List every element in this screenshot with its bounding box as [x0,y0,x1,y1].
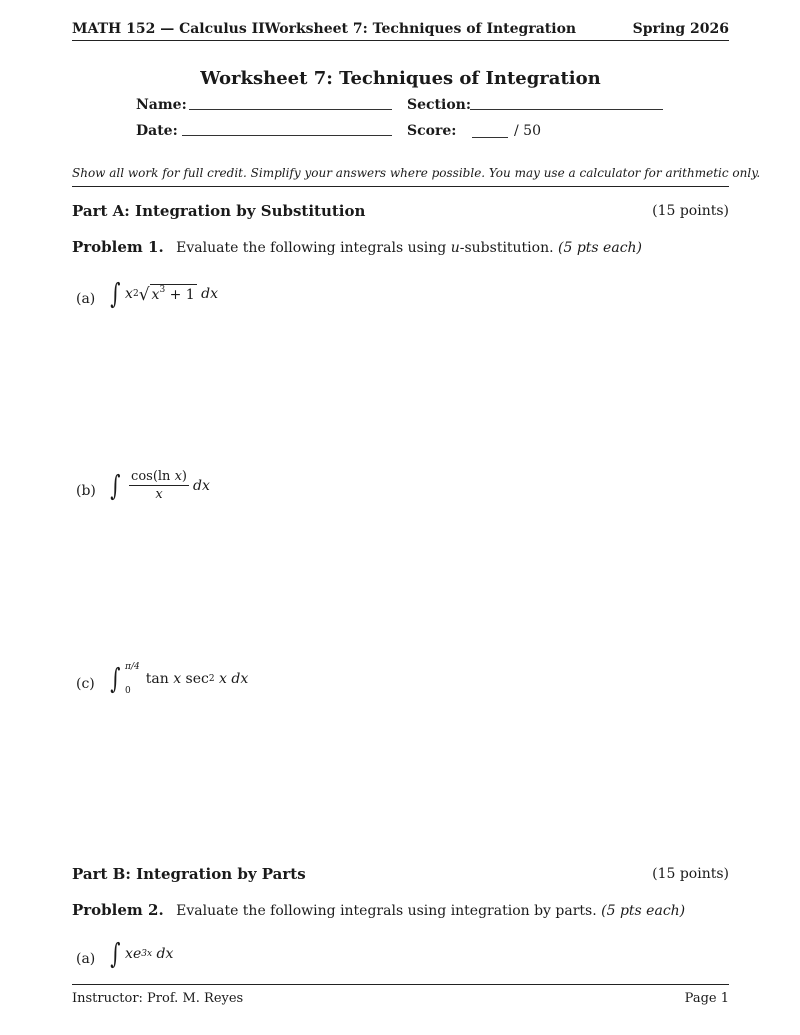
integral-sign-icon: ∫ [110,277,121,310]
problem-2a [76,937,174,970]
problem-1a-label: (a) [76,291,96,307]
worksheet-page [72,0,761,1035]
problem-1-points: (5 pts each) [558,240,643,256]
worksheet-title: Worksheet 7: Techniques of Integration [200,68,601,89]
problem-1b [76,469,210,502]
instructions: Show all work for full credit. Simplify your answers where possible. You may use a calculator for arithmetic only. [72,166,729,187]
header-course-title: MATH 152 — Calculus IIWorksheet 7: Techniques of Integration [72,21,577,37]
problem-1c-integral: ∫ π/4 0 tan x sec 2 x dx [110,662,249,696]
section-blank[interactable] [470,109,663,110]
part-b-points: (15 points) [652,866,729,882]
part-a-points: (15 points) [652,203,729,219]
problem-1-label: Problem 1. [72,238,164,256]
problem-2-text: Evaluate the following integrals using integration by parts. [176,903,602,919]
score-label: Score: [407,123,457,139]
running-footer [72,984,729,1006]
problem-2a-label: (a) [76,951,96,967]
name-label: Name: [136,97,187,113]
problem-1a-integral: ∫ x 2 √ $x^3 + 1$ dx [110,277,219,310]
part-a-title: Part A: Integration by Substitution [72,202,366,220]
problem-1-variable: u [450,240,460,256]
header-term: Spring 2026 [632,21,729,37]
date-label: Date: [136,123,178,139]
part-b-title: Part B: Integration by Parts [72,865,306,883]
problem-1c-label: (c) [76,676,95,692]
integral-sign-icon: ∫ [110,468,121,502]
integral-limits: π/4 0 [125,662,140,696]
problem-2-points: (5 pts each) [601,903,686,919]
problem-2a-integral: ∫ x e 3x dx [110,937,174,970]
running-header [72,20,729,41]
problem-1b-integral: ∫ $\frac{\text{cos(ln x)}}{x}$ dx [110,468,210,502]
problem-1-text-before: Evaluate the following integrals using [176,240,451,256]
problem-1 [72,238,642,256]
footer-page-number: Page 1 [684,991,729,1006]
problem-2-label: Problem 2. [72,901,164,919]
problem-1a [76,277,219,310]
name-blank[interactable] [189,109,392,110]
integral-sign-icon: ∫ [110,662,121,695]
fraction: $\frac{\text{cos(ln x)}}{x}$ [131,469,187,502]
problem-1-text-after: -substitution. [459,240,559,256]
problem-2 [72,901,685,919]
problem-1c [76,662,248,696]
date-blank[interactable] [182,135,392,136]
score-blank[interactable] [472,137,508,138]
square-root-icon: √ $x^3 + 1$ [138,284,195,305]
integral-sign-icon: ∫ [110,937,121,970]
problem-1b-label: (b) [76,482,96,499]
footer-instructor: Instructor: Prof. M. Reyes [72,991,244,1006]
score-total: / 50 [514,123,541,139]
section-label: Section: [407,97,472,113]
